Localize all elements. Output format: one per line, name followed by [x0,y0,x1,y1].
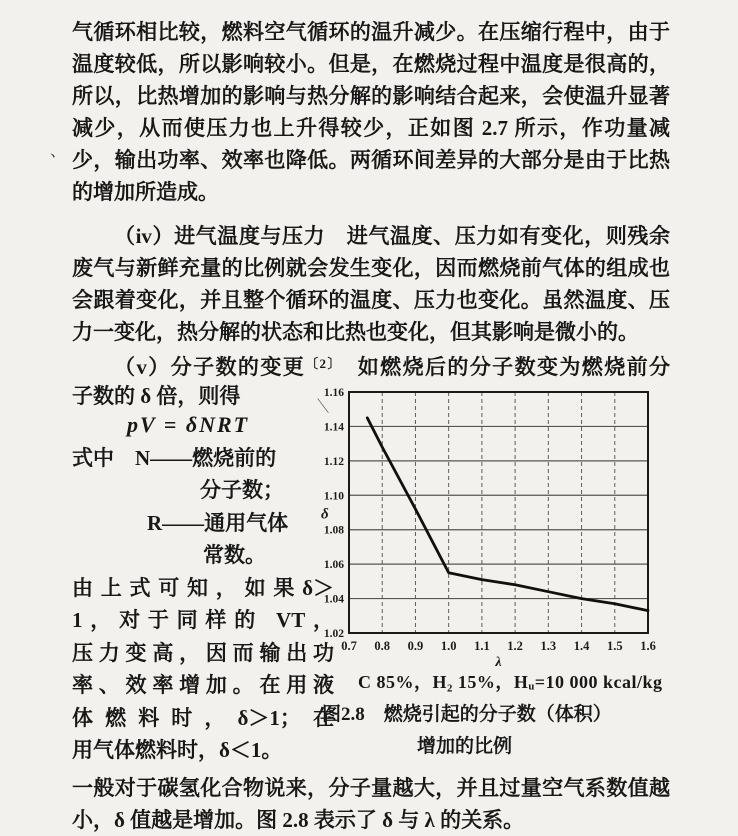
text-line: 1，对于同样的 VT， [72,608,334,632]
y-axis-label: δ [321,506,329,523]
figure-2-8-chart [312,383,668,675]
text-line: 少，输出功率、效率也降低。两循环间差异的大部分是由于比热 [72,148,670,172]
definition-n-cont: 分子数； [200,478,284,502]
reference-superscript: 〔2〕 [305,356,336,371]
formula-pv-dnrt: pV = δNRT [127,412,250,437]
scan-artifact-chart-mark: ＼ [314,399,331,416]
svg-text:1.4: 1.4 [573,639,590,653]
section-v-text: 如燃烧后的分子数变为燃烧前分 [335,355,670,379]
text-line: 力一变化，热分解的状态和比热也变化，但其影响是微小的。 [72,320,639,344]
text-line: 一般对于碳氢化合物说来，分子量越大，并且过量空气系数值越 [72,776,670,800]
definition-r: R——通用气体 [147,510,289,535]
left-column [72,409,334,767]
svg-text:1.3: 1.3 [540,639,557,653]
text-line: 由上式可知，如果δ＞ [72,575,334,600]
svg-text:1.14: 1.14 [323,421,344,434]
text-line: 气循环相比较，燃料空气循环的温升减少。在压缩行程中，由于 [72,20,670,44]
text-line: 温度较低，所以影响较小。但是，在燃烧过程中温度是很高的， [72,52,670,76]
text-line: 用气体燃料时，δ＜1。 [72,738,283,762]
text-line: 废气与新鲜充量的比例就会发生变化，因而燃烧前气体的组成也 [72,256,670,280]
paragraph-1 [72,16,670,208]
svg-text:1.06: 1.06 [323,559,344,572]
text-line: 所以，比热增加的影响与热分解的影响结合起来，会使温升显著 [72,84,670,108]
svg-text:0.7: 0.7 [341,639,357,653]
text-line: 子数的 δ 倍，则得 [72,384,241,408]
definition-n: 式中 N——燃烧前的 [72,445,277,470]
svg-text:1.6: 1.6 [640,639,656,653]
svg-text:0.9: 0.9 [407,639,424,653]
text-line: （iv）进气温度与压力 进气温度、压力如有变化，则残余 [114,224,670,248]
svg-text:1.10: 1.10 [323,490,344,503]
text-line: 小，δ 值越是增加。图 2.8 表示了 δ 与 λ 的关系。 [72,808,525,832]
svg-text:0.8: 0.8 [374,639,391,653]
section-v-title: （v）分子数的变更 [114,355,306,379]
text-line: 减少，从而使压力也上升得较少，正如图 2.7 所示，作功量减 [72,116,670,140]
figure-caption-line2: 增加的比例 [416,736,512,757]
svg-text:1.16: 1.16 [323,387,344,399]
scan-artifact-margin-mark: 、 [50,143,67,160]
text-line: 压力变高，因而输出功 [72,640,334,665]
svg-text:1.02: 1.02 [323,628,344,640]
text-line: 率、效率增加。在用液 [72,673,334,697]
svg-text:1.12: 1.12 [323,455,344,468]
x-axis-label: λ [495,655,502,670]
text-line: 体燃料时，δ＞1；在 [72,705,334,730]
text-line [72,348,670,380]
definition-r-cont: 常数。 [203,543,266,567]
paragraph-section-iv [72,220,670,348]
svg-text:1.08: 1.08 [323,524,344,537]
svg-text:1.1: 1.1 [474,639,490,653]
text-line: 的增加所造成。 [72,180,219,204]
svg-text:1.04: 1.04 [323,593,344,606]
svg-text:1.2: 1.2 [507,639,523,653]
figure-condition-caption: C 85%，H₂ 15%，Hᵤ=10 000 kcal/kg [358,672,663,692]
svg-text:1.5: 1.5 [606,639,623,653]
svg-text:1.0: 1.0 [440,639,457,653]
text-line: 会跟着变化，并且整个循环的温度、压力也变化。虽然温度、压 [72,288,670,312]
bottom-paragraph [72,772,670,836]
figure-number-caption: 图2.8 燃烧引起的分子数（体积） [322,704,612,725]
